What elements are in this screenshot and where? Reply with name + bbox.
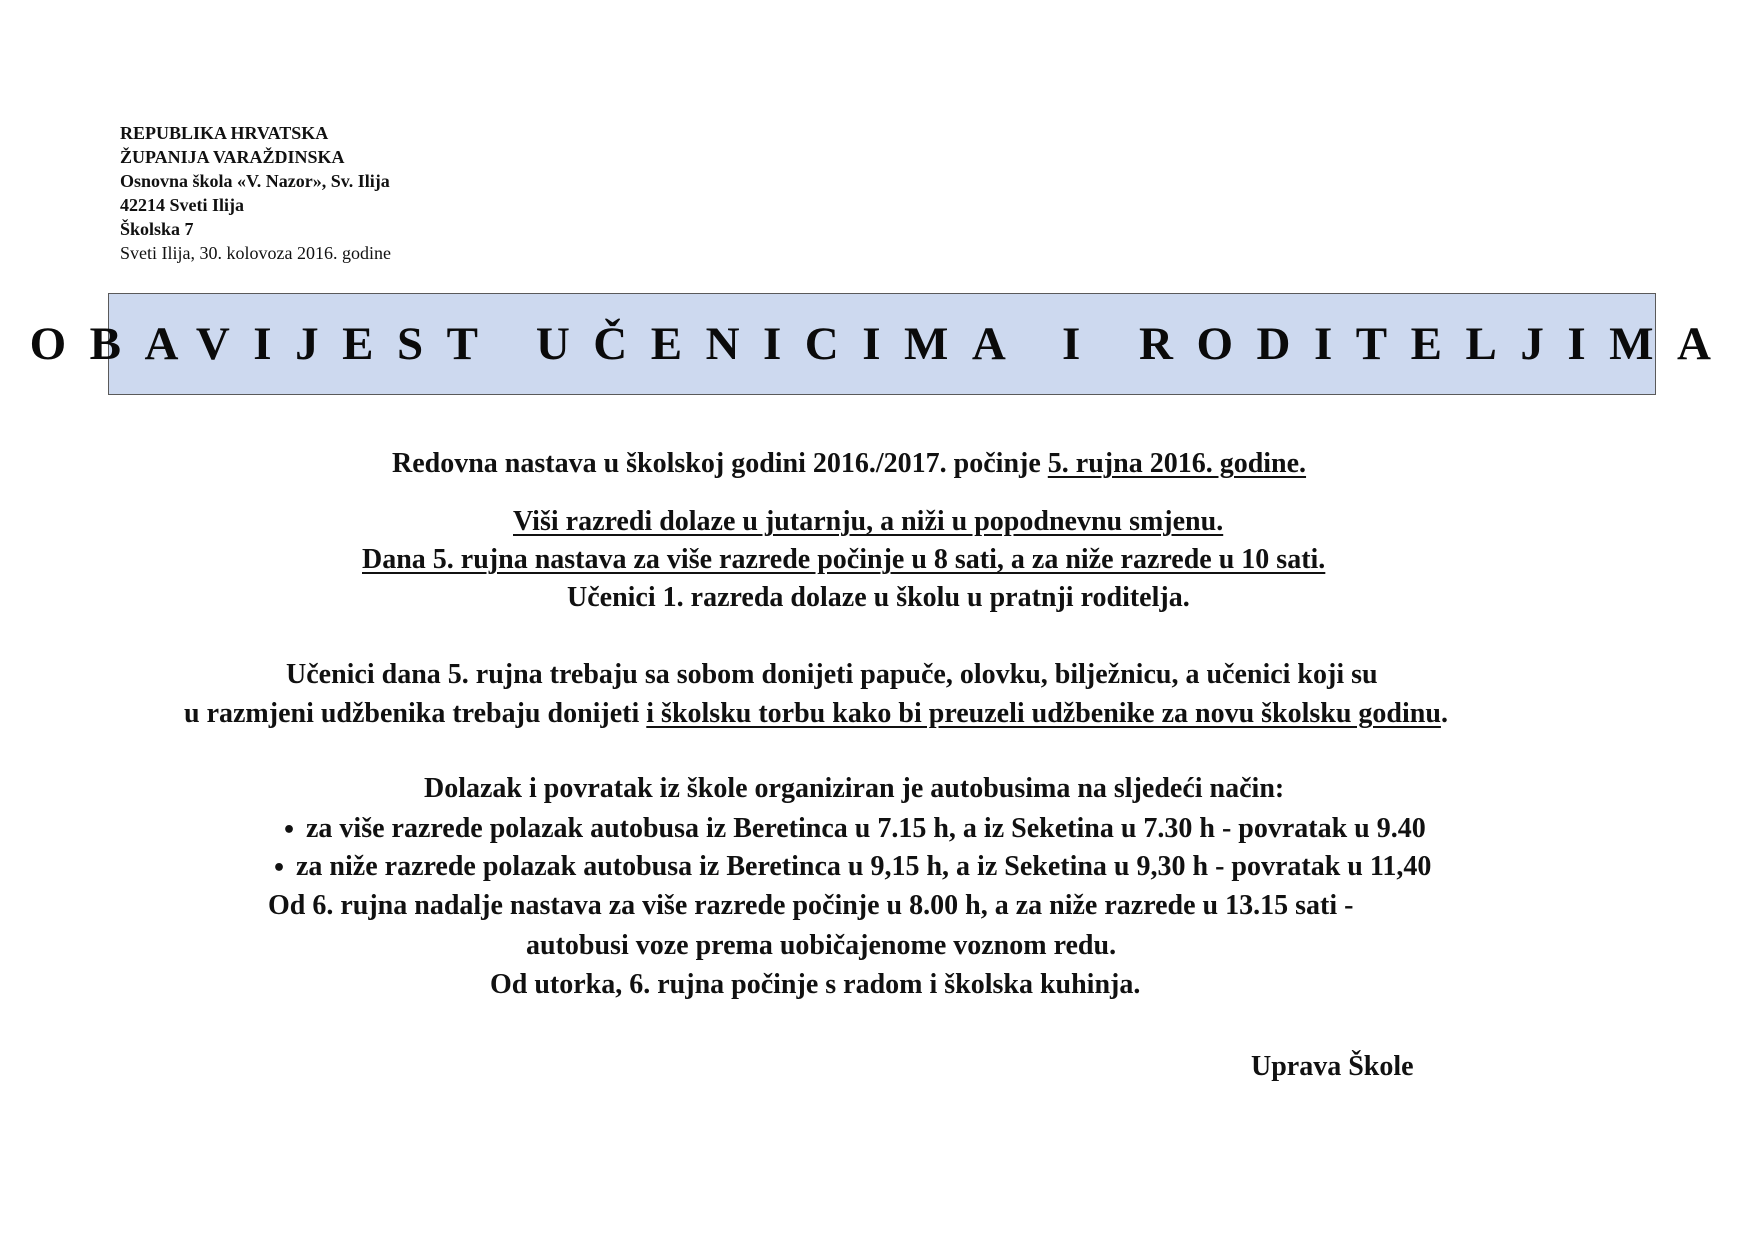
notice-first-day-times: Dana 5. rujna nastava za više razrede počinje u 8 sati, a za niže razrede u 10 sati.: [362, 544, 1326, 575]
notice-bus-higher-item: [282, 812, 1426, 848]
notice-regular-schedule: autobusi voze prema uobičajenome voznom redu.: [526, 930, 1117, 961]
notice-first-graders: Učenici 1. razreda dolaze u školu u pratnji roditelja.: [567, 582, 1190, 613]
notice-kitchen: Od utorka, 6. rujna počinje s radom i školska kuhinja.: [490, 969, 1141, 1000]
letterhead-postal: 42214 Sveti Ilija: [120, 195, 244, 215]
page-title: OBAVIJEST UČENICIMA I RODITELJIMA: [29, 318, 1735, 370]
letterhead-school: Osnovna škola «V. Nazor», Sv. Ilija: [120, 171, 390, 191]
letterhead-street: Školska 7: [120, 219, 194, 239]
notice-start-line: [392, 447, 1306, 481]
supplies-line2-suffix: .: [1440, 698, 1448, 729]
notice-bus-lower: za niže razrede polazak autobusa iz Beretinca u 9,15 h, a iz Seketina u 9,30 h - povratak u 11,40: [296, 851, 1432, 882]
notice-bus-higher: za više razrede polazak autobusa iz Beretinca u 7.15 h, a iz Seketina u 7.30 h - povratak u 9.40: [306, 813, 1426, 844]
notice-bus-lower-item: [272, 850, 1431, 886]
supplies-line2-underlined: i školsku torbu kako bi preuzeli udžbenike za novu školsku godinu: [646, 698, 1441, 729]
notice-from-sept6: Od 6. rujna nadalje nastava za više razrede počinje u 8.00 h, a za niže razrede u 13.15 sati -: [268, 890, 1354, 921]
letterhead: [120, 121, 391, 265]
notice-start-prefix: Redovna nastava u školskoj godini 2016./2017. počinje: [392, 448, 1048, 479]
notice-supplies-line2: [184, 697, 1448, 731]
notice-transport-intro: Dolazak i povratak iz škole organiziran je autobusima na sljedeći način:: [424, 773, 1285, 804]
bullet-icon: •: [282, 818, 297, 843]
notice-shifts: Viši razredi dolaze u jutarnju, a niži u popodnevnu smjenu.: [513, 506, 1224, 537]
signature: Uprava Škole: [1251, 1051, 1414, 1082]
letterhead-country: REPUBLIKA HRVATSKA: [120, 123, 329, 143]
bullet-icon: •: [272, 856, 287, 881]
letterhead-date: Sveti Ilija, 30. kolovoza 2016. godine: [120, 243, 391, 263]
notice-supplies-line1: Učenici dana 5. rujna trebaju sa sobom donijeti papuče, olovku, bilježnicu, a učenici koji su: [286, 659, 1378, 690]
title-banner: [29, 293, 1735, 395]
letterhead-county: ŽUPANIJA VARAŽDINSKA: [120, 147, 345, 167]
supplies-line2-prefix: u razmjeni udžbenika trebaju donijeti: [184, 698, 647, 729]
notice-start-date: 5. rujna 2016. godine.: [1047, 448, 1307, 479]
